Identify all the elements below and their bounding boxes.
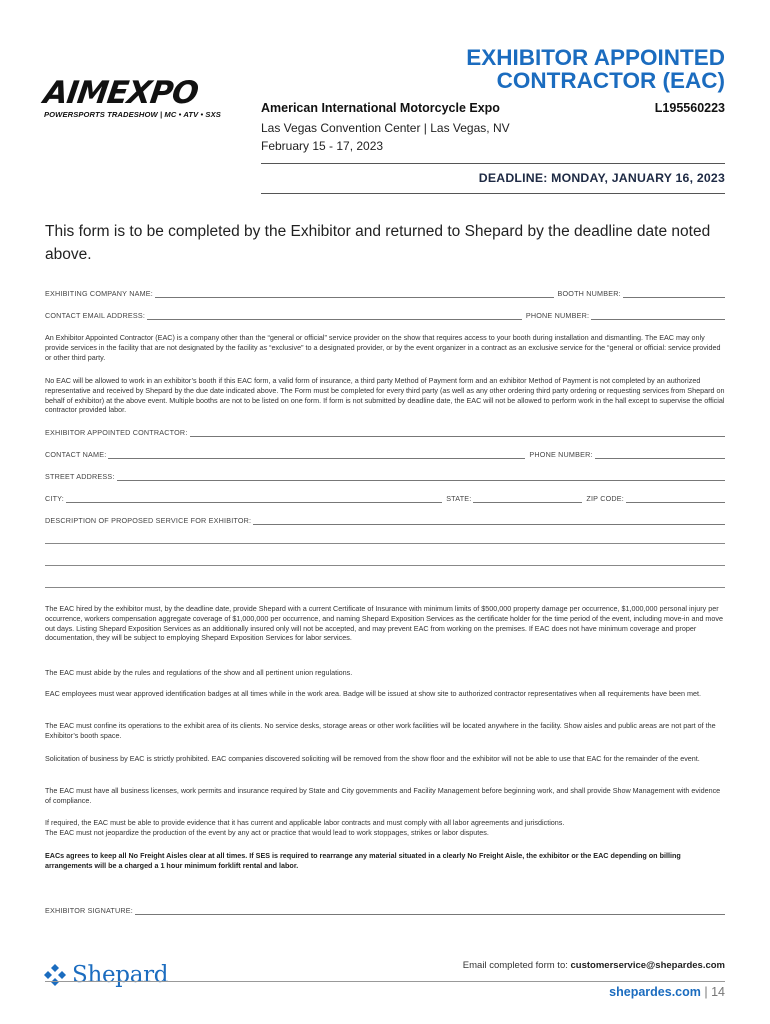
paragraph-badges: EAC employees must wear approved identification badges at all times while in the work area. Badge will be issued at show site to authorized contractor representatives when all requirements have been met. bbox=[45, 689, 702, 698]
company-name-field[interactable] bbox=[155, 291, 554, 298]
field-row-street bbox=[45, 472, 725, 481]
page-number: 14 bbox=[711, 985, 725, 999]
shepard-logo bbox=[44, 962, 168, 988]
deadline-text: DEADLINE: MONDAY, JANUARY 16, 2023 bbox=[478, 171, 725, 185]
paragraph-licenses: The EAC must have all business licenses, work permits and insurance required by State and City governments and Facility Management before beginning work, and shall provide Show Management with evidence of compliance. bbox=[45, 786, 721, 805]
phone-number-label: PHONE NUMBER: bbox=[525, 311, 590, 320]
street-address-label: STREET ADDRESS: bbox=[45, 472, 115, 481]
contact-name-label: CONTACT NAME: bbox=[45, 450, 107, 459]
field-row-city bbox=[45, 494, 725, 503]
paragraph-labor-contracts: If required, the EAC must be able to provide evidence that it has current and applicable labor contracts and must comply with all labor agreements and jurisdictions. bbox=[45, 818, 565, 827]
description-line-2[interactable] bbox=[45, 543, 725, 544]
eac-phone-field[interactable] bbox=[595, 452, 725, 459]
paragraph-rules: The EAC must abide by the rules and regulations of the show and all pertinent union regulations. bbox=[45, 668, 353, 677]
form-title-line2: CONTRACTOR (EAC) bbox=[496, 68, 725, 93]
eac-field[interactable] bbox=[190, 430, 725, 437]
paragraph-labor-disputes: The EAC must not jeopardize the production of the event by any act or practice that would lead to work stoppages, strikes or labor disputes. bbox=[45, 828, 489, 837]
field-row-eac bbox=[45, 428, 725, 437]
eac-label: EXHIBITOR APPOINTED CONTRACTOR: bbox=[45, 428, 188, 437]
paragraph-eac-requirements: No EAC will be allowed to work in an exhibitor’s booth if this EAC form, a valid form of insurance, a third party Method of Payment form and an exhibitor Method of Payment is not completed by an authorized representative and received by Shepard by the due date indicated above. The Form must be completed for every third party (as well as any other ordering third party ordering or requesting services from Shepard on behalf of exhibitor) at the above event. Multiple booths are not to be listed on one form. If form is not submitted by deadline date, the EAC will not be allowed to perform work in the hall except to supervise the official contractor provided labor. bbox=[45, 376, 725, 415]
state-label: STATE: bbox=[446, 494, 472, 503]
paragraph-operations: The EAC must confine its operations to the exhibit area of its clients. No service desks, storage areas or other work facilities will be located anywhere in the facility. Show aisles and public areas are not part of the Exhibitor’s booth space. bbox=[45, 721, 716, 740]
description-line-4[interactable] bbox=[45, 587, 725, 588]
form-title bbox=[466, 46, 725, 92]
paragraph-eac-definition: An Exhibitor Appointed Contractor (EAC) is a company other than the “general or official” service provider on the show that requires access to your booth during installation and dismantling. The EAC may only provide services in the facility that are not designated by the facility as “exclusive” to a designated provider, or by the event organizer in a contract as an exclusive service for the “general or official: service provided or other third party. bbox=[45, 333, 721, 362]
email-link[interactable]: customerservice@shepardes.com bbox=[570, 960, 725, 971]
city-label: CITY: bbox=[45, 494, 64, 503]
paragraph-solicitation: Solicitation of business by EAC is strictly prohibited. EAC companies discovered soliciting will be removed from the show floor and the exhibitor will not be able to use that EAC for the remainder of the event. bbox=[45, 754, 700, 763]
email-prefix: Email completed form to: bbox=[462, 960, 571, 971]
description-label: DESCRIPTION OF PROPOSED SERVICE FOR EXHIBITOR: bbox=[45, 516, 252, 525]
footer-divider bbox=[45, 981, 725, 982]
contact-name-field[interactable] bbox=[108, 452, 525, 459]
booth-number-label: BOOTH NUMBER: bbox=[557, 289, 621, 298]
deadline-divider-top bbox=[261, 163, 725, 164]
logo-word: AIMEXPO bbox=[41, 75, 201, 111]
event-name: American International Motorcycle Expo bbox=[261, 101, 500, 115]
street-address-field[interactable] bbox=[117, 474, 725, 481]
description-field[interactable] bbox=[253, 518, 725, 525]
logo-tagline: POWERSPORTS TRADESHOW | MC • ATV • SXS bbox=[44, 110, 221, 119]
intro-text: This form is to be completed by the Exhibitor and returned to Shepard by the deadline date noted above. bbox=[45, 223, 711, 263]
shepard-wordmark: Shepard bbox=[72, 962, 169, 988]
signature-label: EXHIBITOR SIGNATURE: bbox=[45, 906, 133, 915]
contact-email-field[interactable] bbox=[147, 313, 522, 320]
zip-code-field[interactable] bbox=[626, 496, 725, 503]
field-row-description bbox=[45, 516, 725, 525]
description-line-3[interactable] bbox=[45, 565, 725, 566]
footer-site-link[interactable]: shepardes.com bbox=[609, 985, 701, 999]
form-title-line1: EXHIBITOR APPOINTED bbox=[466, 45, 725, 70]
zip-code-label: ZIP CODE: bbox=[586, 494, 625, 503]
phone-number-field[interactable] bbox=[591, 313, 725, 320]
aimexpo-logo bbox=[41, 75, 240, 122]
signature-field[interactable] bbox=[135, 908, 725, 915]
event-dates: February 15 - 17, 2023 bbox=[261, 139, 384, 153]
email-instruction bbox=[463, 960, 725, 971]
shepard-diamond-icon bbox=[44, 963, 66, 987]
paragraph-freight-aisles: EACs agrees to keep all No Freight Aisles clear at all times. If SES is required to rearrange any material situated in a clearly No Freight Aisle, the exhibitor or the EAC depending on billing arrangements will be a charged a 1 hour minimum forklift rental and labor. bbox=[45, 851, 681, 870]
company-name-label: EXHIBITING COMPANY NAME: bbox=[45, 289, 153, 298]
paragraph-insurance: The EAC hired by the exhibitor must, by the deadline date, provide Shepard with a current Certificate of Insurance with minimum limits of $500,000 property damage per occurrence, $1,000,000 personal injury per occurrence, workers compensation aggregate coverage of $1,000,000 per occurrence, and naming Shepard Exposition Services as the certificate holder for the time period of the event, including move-in and move out days. Listing Shepard Exposition Services as an additionally insured only will not be accepted, and may prevent EAC from working on the premises. If EAC does not have minimum coverage and proper documentation, they will be subject to employing Shepard Exposition Services for labor services. bbox=[45, 604, 724, 643]
field-row-company bbox=[45, 289, 725, 298]
footer-separator: | bbox=[700, 985, 712, 999]
deadline-divider-bottom bbox=[261, 193, 725, 194]
eac-phone-label: PHONE NUMBER: bbox=[529, 450, 593, 459]
footer-page-info bbox=[609, 985, 725, 999]
field-row-signature bbox=[45, 906, 725, 915]
booth-number-field[interactable] bbox=[623, 291, 725, 298]
field-row-contact-name bbox=[45, 450, 725, 459]
event-venue: Las Vegas Convention Center | Las Vegas, NV bbox=[261, 121, 510, 135]
event-id: L195560223 bbox=[654, 101, 725, 115]
contact-email-label: CONTACT EMAIL ADDRESS: bbox=[45, 311, 146, 320]
state-field[interactable] bbox=[473, 496, 582, 503]
field-row-contact-email bbox=[45, 311, 725, 320]
city-field[interactable] bbox=[66, 496, 442, 503]
